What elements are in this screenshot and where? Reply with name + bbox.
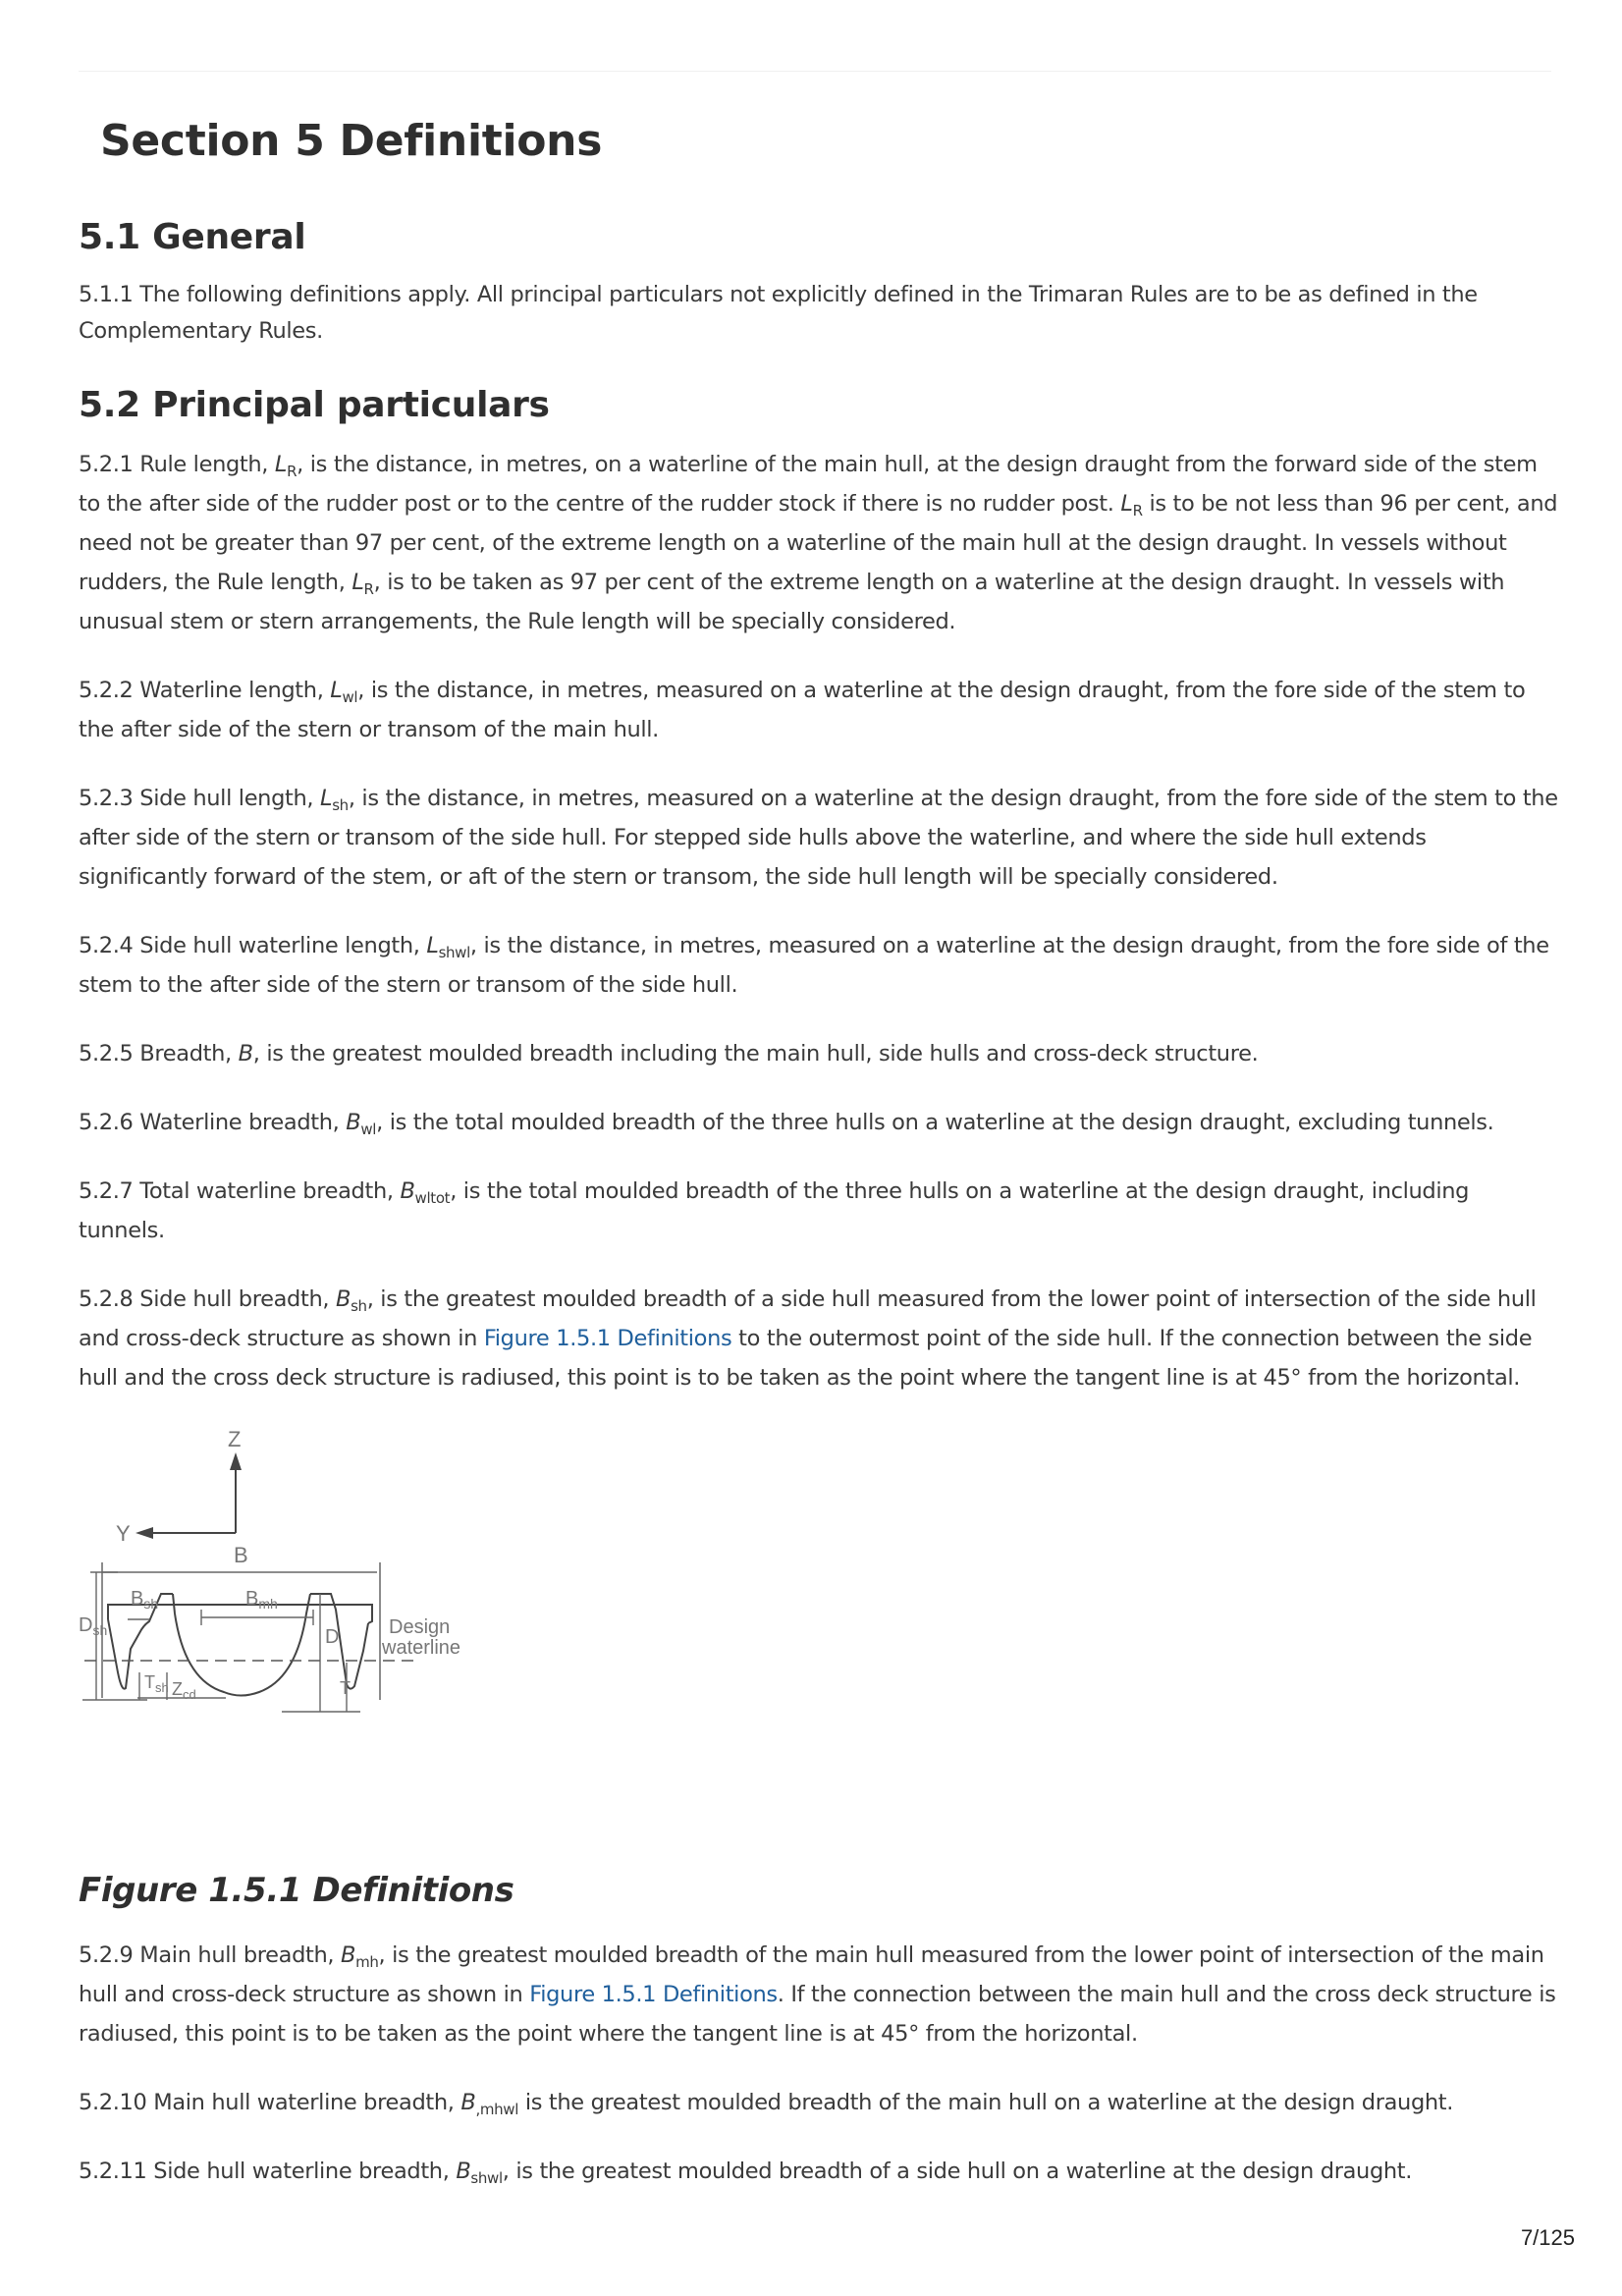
definitions-figure	[79, 1427, 1561, 1849]
paragraph-5-2-8: 5.2.8 Side hull breadth, $B_{sh}$, is the greatest moulded breadth of a side hull measured from the lower point of intersection of the side hull and cross-deck structure as shown in Figure 1.5.1 Definitions to the outermost point of the side hull. If the connection between the side hull and the cross deck structure is radiused, this point is to be taken as the point where the tangent line is at 45° from the horizontal.	[79, 1286, 1537, 1391]
heading-general: 5.1 General	[79, 217, 306, 257]
tsh-label: $T_{sh}$	[144, 1672, 169, 1695]
section-title: Section 5 Definitions	[100, 116, 603, 166]
paragraph-5-2-6: 5.2.6 Waterline breadth, $B_{wl}$, is the total moulded breadth of the three hulls on a waterline at the design draught, excluding tunnels.	[79, 1110, 1494, 1138]
b-label: B	[234, 1543, 248, 1567]
paragraph-5-2-3: 5.2.3 Side hull length, $L_{sh}$, is the distance, in metres, measured on a waterline at the design draught, from the fore side of the stem to the after side of the stern or transom of the side hull. For stepped side hulls above the waterline, and where the side hull extends significantly forward of the stem, or aft of the stern or transom, the side hull length will be specially considered.	[79, 786, 1558, 890]
dsh-label: $D_{sh}$	[79, 1614, 108, 1638]
t-label: T	[340, 1678, 351, 1698]
paragraph-5-2-10: 5.2.10 Main hull waterline breadth, $B_{,mhwl}$ is the greatest moulded breadth of the main hull on a waterline at the design draught.	[79, 2090, 1454, 2118]
zcd-label: $Z_{cd}$	[172, 1679, 196, 1702]
z-axis-label: Z	[228, 1427, 242, 1451]
paragraph-5-2-1: 5.2.1 Rule length, $L_R$, is the distance, in metres, on a waterline of the main hull, at the design draught from the forward side of the stem to the after side of the rudder post or to the centre of the rudder stock if there is no rudder post. $L_R$ is to be not less than 96 per cent, and need not be greater than 97 per cent, of the extreme length on a waterline of the main hull at the design draught. In vessels without rudders, the Rule length, $L_R$, is to be taken as 97 per cent of the extreme length on a waterline at the design draught. In vessels with unusual stem or stern arrangements, the Rule length will be specially considered.	[79, 452, 1558, 634]
bsh-label: $B_{sh}$	[131, 1588, 159, 1612]
paragraph-5-2-7: 5.2.7 Total waterline breadth, $B_{wltot}$, is the total moulded breadth of the three hulls on a waterline at the design draught, including tunnels.	[79, 1178, 1470, 1243]
waterline-label: waterline	[382, 1637, 461, 1659]
paragraph-5-2-11: 5.2.11 Side hull waterline breadth, $B_{shwl}$, is the greatest moulded breadth of a side hull on a waterline at the design draught.	[79, 2159, 1413, 2187]
right-side-hull	[310, 1594, 368, 1689]
paragraph-5-2-9: 5.2.9 Main hull breadth, $B_{mh}$, is the greatest moulded breadth of the main hull measured from the lower point of intersection of the main hull and cross-deck structure as shown in Figure 1.5.1 Definitions. If the connection between the main hull and the cross deck structure is radiused, this point is to be taken as the point where the tangent line is at 45° from the horizontal.	[79, 1942, 1556, 2047]
figure-link[interactable]: Figure 1.5.1 Definitions	[529, 1982, 778, 2007]
heading-principal-particulars: 5.2 Principal particulars	[79, 385, 550, 425]
y-axis-label: Y	[116, 1521, 131, 1546]
figure-link[interactable]: Figure 1.5.1 Definitions	[483, 1326, 732, 1351]
paragraph-5-1-1: 5.1.1 The following definitions apply. All principal particulars not explicitly defined in the Trimaran Rules are to be as defined in the Complementary Rules.	[79, 282, 1478, 344]
document-page	[79, 116, 1561, 2220]
paragraph-5-2-5: 5.2.5 Breadth, B, is the greatest moulded breadth including the main hull, side hulls and cross-deck structure.	[79, 1041, 1259, 1066]
design-label: Design	[389, 1616, 451, 1638]
y-axis-arrow	[135, 1527, 153, 1539]
figure-caption: Figure 1.5.1 Definitions	[79, 1871, 514, 1910]
main-hull	[173, 1594, 310, 1696]
paragraph-5-2-4: 5.2.4 Side hull waterline length, $L_{shwl}$, is the distance, in metres, measured on a waterline at the design draught, from the fore side of the stem to the after side of the stern or transom of the side hull.	[79, 933, 1549, 998]
z-axis-arrow	[230, 1452, 242, 1470]
page-number: 7/125	[1520, 2225, 1575, 2250]
d-label: D	[325, 1626, 340, 1648]
bmh-label: $B_{mh}$	[245, 1588, 278, 1612]
paragraph-5-2-2: 5.2.2 Waterline length, $L_{wl}$, is the distance, in metres, measured on a waterline at the design draught, from the fore side of the stem to the after side of the stern or transom of the main hull.	[79, 678, 1526, 742]
trimaran-section-diagram	[79, 1427, 717, 1849]
header-divider	[79, 71, 1551, 72]
